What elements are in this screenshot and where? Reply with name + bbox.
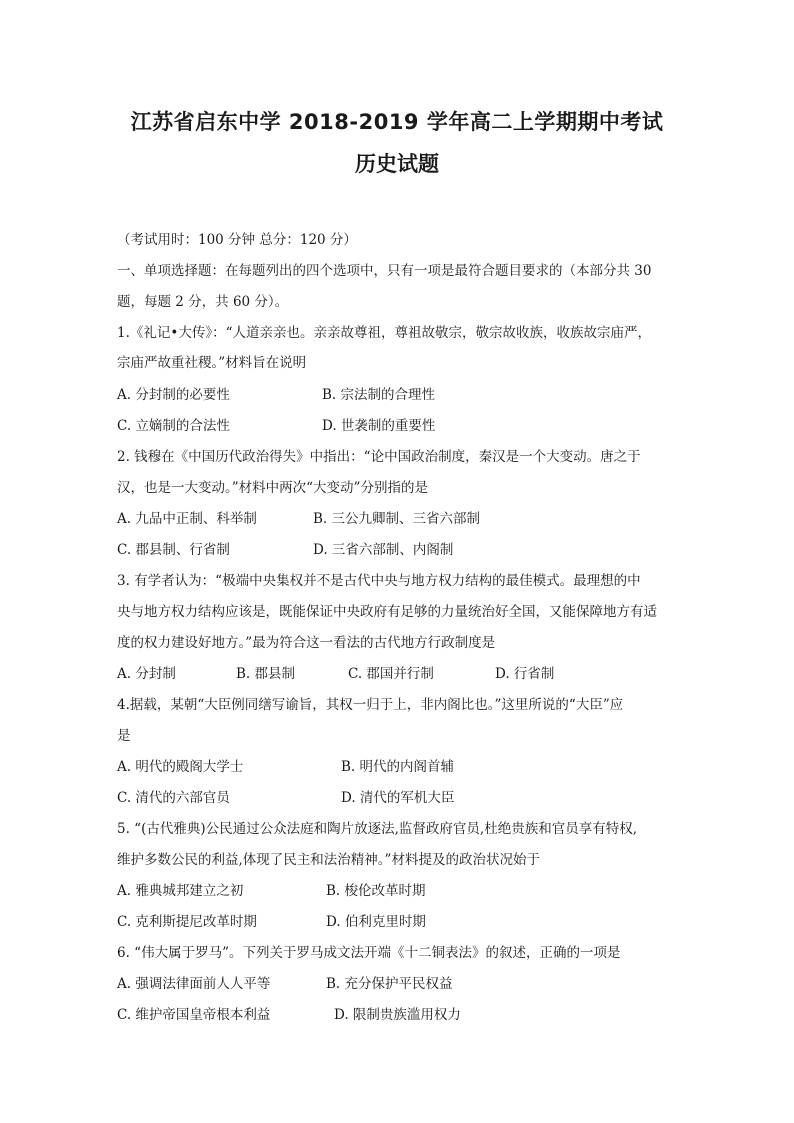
question-3-option-a: A. 分封制: [117, 666, 176, 682]
question-5-option-c: C. 克利斯提尼改革时期: [117, 914, 257, 930]
question-1-option-a: A. 分封制的必要性: [117, 387, 230, 403]
question-3-stem: 3. 有学者认为：“极端中央集权并不是古代中央与地方权力结构的最佳模式。最理想的中: [117, 573, 641, 589]
question-3-stem: 度的权力建设好地方。”最为符合这一看法的古代地方行政制度是: [117, 635, 496, 651]
question-2-stem: 2. 钱穆在《中国历代政治得失》中指出：“论中国政治制度，秦汉是一个大变动。唐之于: [117, 449, 641, 465]
question-6-stem: 6. “伟大属于罗马”。下列关于罗马成文法开端《十二铜表法》的叙述，正确的一项是: [117, 945, 621, 961]
exam-info: （考试用时：100 分钟 总分：120 分）: [117, 232, 357, 248]
question-2-stem: 汉，也是一大变动。”材料中两次“大变动”分别指的是: [117, 480, 428, 496]
question-5-option-a: A. 雅典城邦建立之初: [117, 883, 244, 899]
question-3-option-b: B. 郡县制: [236, 666, 296, 682]
question-1-option-b: B. 宗法制的合理性: [322, 387, 436, 403]
question-5-stem: 5. “(古代雅典)公民通过公众法庭和陶片放逐法,监督政府官员,杜绝贵族和官员享有特权,: [117, 821, 637, 837]
question-2-option-c: C. 郡县制、行省制: [117, 542, 230, 558]
question-6-option-b: B. 充分保护平民权益: [326, 976, 453, 992]
section-intro-line: 一、单项选择题：在每题列出的四个选项中，只有一项是最符合题目要求的（本部分共 30: [117, 263, 652, 279]
question-3-option-d: D. 行省制: [495, 666, 555, 682]
question-4-option-d: D. 清代的军机大臣: [341, 790, 455, 806]
question-2-option-d: D. 三省六部制、内阁制: [313, 542, 454, 558]
question-5-option-d: D. 伯利克里时期: [326, 914, 426, 930]
question-6-option-a: A. 强调法律面前人人平等: [117, 976, 271, 992]
question-1-stem: 1.《礼记•大传》：“人道亲亲也。亲亲故尊祖，尊祖故敬宗，敬宗故收族，收族故宗庙严，: [117, 325, 651, 341]
question-6-option-d: D. 限制贵族滥用权力: [334, 1007, 461, 1023]
question-1-stem: 宗庙严故重社稷。”材料旨在说明: [117, 355, 307, 371]
question-6-option-c: C. 维护帝国皇帝根本利益: [117, 1007, 271, 1023]
question-4-option-c: C. 清代的六部官员: [117, 790, 230, 806]
question-4-option-a: A. 明代的殿阁大学士: [117, 759, 244, 775]
question-2-option-a: A. 九品中正制、科举制: [117, 511, 257, 527]
document-subtitle: 历史试题: [355, 152, 439, 176]
section-intro-line: 题，每题 2 分，共 60 分）。: [117, 294, 289, 310]
question-4-stem: 4.据载，某朝“大臣例同缮写谕旨，其权一归于上，非内阁比也。”这里所说的“大臣”应: [117, 697, 624, 713]
question-1-option-d: D. 世袭制的重要性: [322, 418, 436, 434]
question-3-option-c: C. 郡国并行制: [348, 666, 434, 682]
question-2-option-b: B. 三公九卿制、三省六部制: [313, 511, 481, 527]
question-1-option-c: C. 立嫡制的合法性: [117, 418, 230, 434]
question-5-option-b: B. 梭伦改革时期: [326, 883, 426, 899]
question-5-stem: 维护多数公民的利益,体现了民主和法治精神。”材料提及的政治状况始于: [117, 852, 540, 868]
question-4-option-b: B. 明代的内阁首辅: [341, 759, 455, 775]
question-3-stem: 央与地方权力结构应该是，既能保证中央政府有足够的力量统治好全国，又能保障地方有适: [117, 604, 657, 620]
question-4-stem: 是: [117, 728, 131, 744]
document-title: 江苏省启东中学 2018-2019 学年高二上学期期中考试: [130, 110, 664, 134]
